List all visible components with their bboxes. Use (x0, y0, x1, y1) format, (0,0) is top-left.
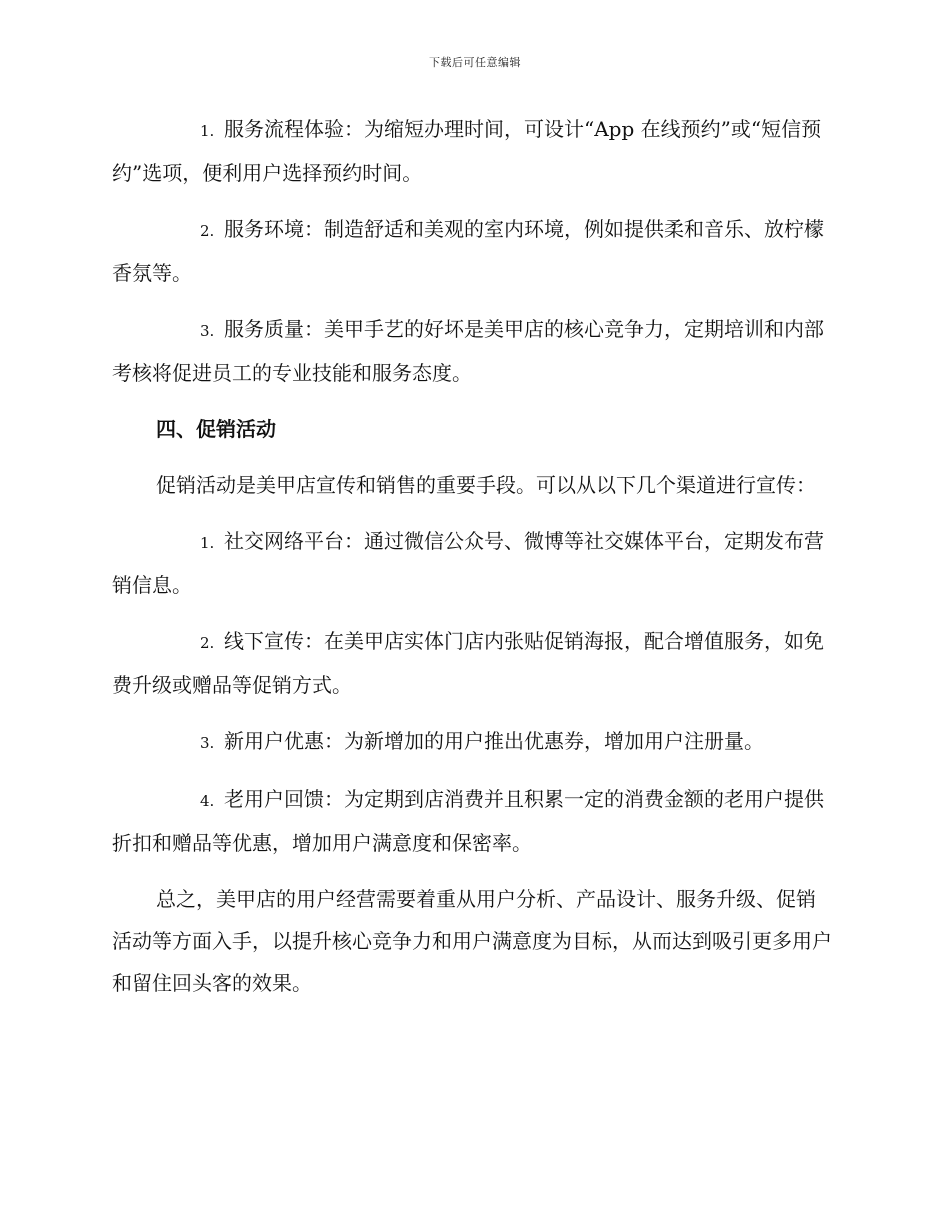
list-number: 3. (200, 734, 215, 752)
list-item (112, 208, 834, 294)
document-body (112, 108, 834, 1018)
list-number: 2. (200, 222, 215, 240)
list-number: 2. (200, 634, 215, 652)
list-text: 新用户优惠：为新增加的用户推出优惠券，增加用户注册量。 (224, 729, 764, 753)
section-intro: 促销活动是美甲店宣传和销售的重要手段。可以从以下几个渠道进行宣传： (156, 473, 816, 497)
list-item (112, 308, 834, 394)
list-number: 4. (200, 792, 215, 810)
list-item (112, 620, 834, 706)
list-text: 线下宣传：在美甲店实体门店内张贴促销海报，配合增值服务，如免费升级或赠品等促销方式。 (112, 629, 824, 697)
list-number: 3. (200, 322, 215, 340)
section-heading: 四、促销活动 (156, 417, 276, 441)
list-item (112, 108, 834, 194)
conclusion-paragraph: 总之，美甲店的用户经营需要着重从用户分析、产品设计、服务升级、促销活动等方面入手，以提升核心竞争力和用户满意度为目标，从而达到吸引更多用户和留住回头客的效果。 (112, 887, 832, 995)
list-text: 服务环境：制造舒适和美观的室内环境，例如提供柔和音乐、放柠檬香氛等。 (112, 217, 824, 285)
list-text: 服务质量：美甲手艺的好坏是美甲店的核心竞争力，定期培训和内部考核将促进员工的专业技能和服务态度。 (112, 317, 824, 385)
list-text: 社交网络平台：通过微信公众号、微博等社交媒体平台，定期发布营销信息。 (112, 529, 824, 597)
list-item (112, 720, 834, 764)
page-header: 下载后可任意编辑 (429, 56, 521, 69)
list-number: 1. (200, 122, 215, 140)
list-text: 老用户回馈：为定期到店消费并且积累一定的消费金额的老用户提供折扣和赠品等优惠，增加用户满意度和保密率。 (112, 787, 824, 855)
list-item (112, 778, 834, 864)
list-item (112, 520, 834, 606)
list-text: 服务流程体验：为缩短办理时间，可设计“App 在线预约”或“短信预约”选项，便利用户选择预约时间。 (112, 117, 822, 185)
list-number: 1. (200, 534, 215, 552)
